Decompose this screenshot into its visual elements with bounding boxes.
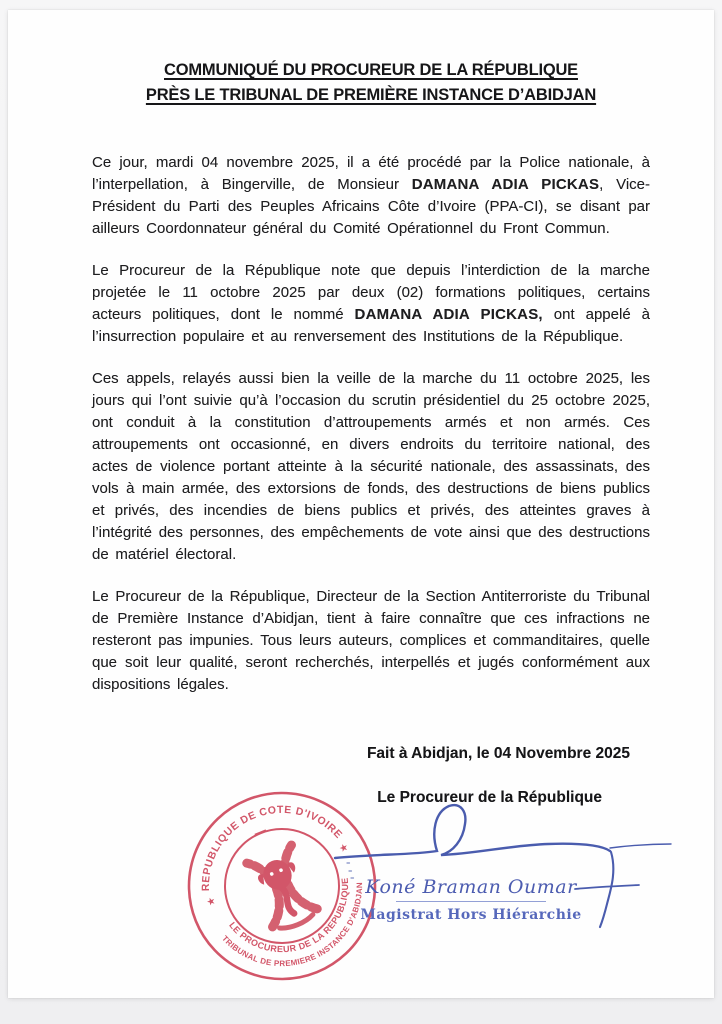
document-body <box>92 58 650 716</box>
paragraph-text: Ce jour, mardi 04 novembre 2025, il a été procédé par la Police nationale, à l’interpellation, à Bingerville, de Monsieur <box>92 154 650 193</box>
paragraph-text: ont appelé à l’insurrection populaire et au renversement des Institutions de la République. <box>92 306 650 345</box>
paragraph-text: Ces appels, relayés aussi bien la veille de la marche du 11 octobre 2025, les jours qui l’ont suivie qu’à l’occasion du scrutin présidentiel du 25 octobre 2025, ont conduit à la constitution d’attroupements armés et non armés. Ces attroupements ont occasionné, en divers endroits du territoire national, des actes de violence portant atteinte à la sécurité nationale, des assassinats, des vols à main armée, des extorsions de fonds, des destructions de biens publics et privés, des incendies de biens publics et privés, des atteintes graves à l’intégrité des personnes, des empêchements de vote ainsi que des destructions de matériel électoral. <box>92 370 650 563</box>
paragraph-text: , Vice-Président du Parti des Peuples Africains Côte d’Ivoire (PPA-CI), se disant par ailleurs Coordonnateur général du Comité Opérationnel du Front Commun. <box>92 176 650 237</box>
signature-underline <box>396 901 546 902</box>
title-line-1: COMMUNIQUÉ DU PROCUREUR DE LA RÉPUBLIQUE <box>164 61 578 79</box>
stamp-star-right-icon: ★ <box>337 841 351 856</box>
stamp-star-left-icon: ★ <box>205 895 218 909</box>
signatory-name: Koné Braman Oumar <box>365 876 577 898</box>
signatory-block <box>360 876 582 923</box>
stamp-ring-text-bottom-outer: TRIBUNAL DE PREMIERE INSTANCE D'ABIDJAN <box>220 881 365 969</box>
paragraph-prosecution <box>92 586 650 696</box>
stamp-ring-text-bottom-inner: LE PROCUREUR DE LA REPUBLIQUE <box>227 876 351 955</box>
signatory-role-line: Le Procureur de la République <box>377 789 602 806</box>
title-line-2: PRÈS LE TRIBUNAL DE PREMIÈRE INSTANCE D’ABIDJAN <box>145 86 597 104</box>
person-name-bold: DAMANA ADIA PICKAS <box>411 176 600 193</box>
paragraph-march-ban <box>92 260 650 348</box>
paragraph-text: Le Procureur de la République note que depuis l’interdiction de la marche projetée le 11 octobre 2025 par deux (02) formations politiques, certains acteurs politiques, dont le nommé <box>92 262 650 323</box>
paragraph-text: Le Procureur de la République, Directeur de la Section Antiterroriste du Tribunal de Première Instance d’Abidjan, tient à faire connaître que ces infractions ne resteront pas impunies. Tous leurs auteurs, complices et commanditaires, quelle que soit leur qualité, seront recherchés, interpellés et jugés conformément aux dispositions légales. <box>92 588 650 693</box>
document-page <box>8 10 714 998</box>
place-date-line: Fait à Abidjan, le 04 Novembre 2025 <box>366 745 630 762</box>
document-title <box>92 58 650 108</box>
stamp-ring-text-top: REPUBLIQUE DE COTE D'IVOIRE <box>199 803 345 892</box>
person-name-bold: DAMANA ADIA PICKAS, <box>354 306 543 323</box>
paragraph-arrest <box>92 152 650 240</box>
signatory-title: Magistrat Hors Hiérarchie <box>360 907 582 923</box>
paragraph-violence <box>92 368 650 566</box>
